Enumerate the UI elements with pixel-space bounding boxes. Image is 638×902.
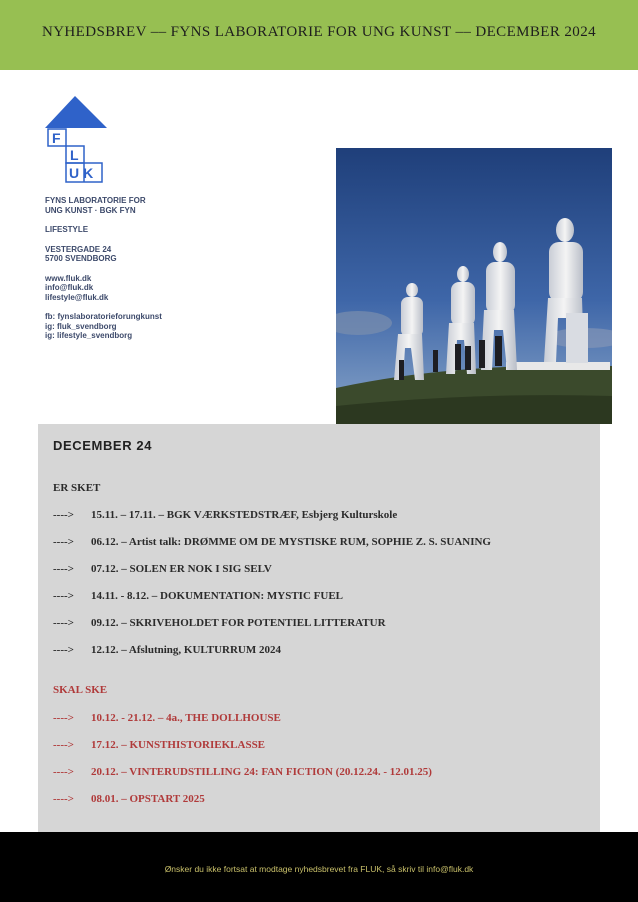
upcoming-event-item xyxy=(53,712,281,724)
panel-title: DECEMBER 24 xyxy=(53,438,153,453)
lifestyle-label-block xyxy=(45,225,315,235)
website-link[interactable]: www.fluk.dk xyxy=(45,273,92,283)
web-email-block xyxy=(45,274,315,303)
fluk-logo xyxy=(45,96,109,186)
event-text: 10.12. - 21.12. – 4a., THE DOLLHOUSE xyxy=(91,712,281,724)
events-panel xyxy=(38,424,600,832)
event-item xyxy=(53,644,281,656)
arrow-marker: ----> xyxy=(53,766,74,778)
newsletter-title: NYHEDSBREV –– FYNS LABORATORIE FOR UNG KUNST –– DECEMBER 2024 xyxy=(41,24,597,40)
arrow-marker: ----> xyxy=(53,644,74,656)
event-text: 07.12. – SOLEN ER NOK I SIG SELV xyxy=(91,563,272,575)
org-name-line2: UNG KUNST · BGK FYN xyxy=(45,205,136,215)
arrow-marker: ----> xyxy=(53,793,74,805)
arrow-marker: ----> xyxy=(53,509,74,521)
logo-letter-f: F xyxy=(52,130,61,146)
arrow-marker: ----> xyxy=(53,739,74,751)
logo-letters-uk: UK xyxy=(69,165,98,181)
upcoming-event-item xyxy=(53,793,205,805)
event-item xyxy=(53,509,397,521)
arrow-marker: ----> xyxy=(53,712,74,724)
unsubscribe-notice[interactable]: Ønsker du ikke fortsat at modtage nyhedsbrevet fra FLUK, så skriv til info@fluk.dk xyxy=(164,864,474,874)
address-street: VESTERGADE 24 xyxy=(45,244,112,254)
arrow-marker: ----> xyxy=(53,617,74,629)
upcoming-event-item xyxy=(53,739,265,751)
arrow-marker: ----> xyxy=(53,590,74,602)
instagram-handle-fluk[interactable]: ig: fluk_svendborg xyxy=(45,321,117,331)
upcoming-event-item xyxy=(53,766,432,778)
sculpture-photo xyxy=(336,148,612,424)
org-name-line1: FYNS LABORATORIE FOR xyxy=(45,196,146,205)
arrow-marker: ----> xyxy=(53,536,74,548)
event-text: 15.11. – 17.11. – BGK VÆRKSTEDSTRÆF, Esbjerg Kulturskole xyxy=(91,509,398,521)
arrow-marker: ----> xyxy=(53,563,74,575)
social-block xyxy=(45,312,315,341)
event-item xyxy=(53,590,343,602)
header-bar xyxy=(0,0,638,70)
event-text: 17.12. – KUNSTHISTORIEKLASSE xyxy=(91,739,266,751)
footer-bar xyxy=(0,832,638,902)
event-item xyxy=(53,536,491,548)
event-text: 20.12. – VINTERUDSTILLING 24: FAN FICTION (20.12.24. - 12.01.25) xyxy=(91,766,432,778)
address-block xyxy=(45,245,315,264)
event-item xyxy=(53,617,386,629)
instagram-handle-lifestyle[interactable]: ig: lifestyle_svendborg xyxy=(45,331,133,340)
event-item xyxy=(53,563,272,575)
event-text: 14.11. - 8.12. – DOKUMENTATION: MYSTIC FUEL xyxy=(91,590,343,602)
lifestyle-label: LIFESTYLE xyxy=(45,225,89,234)
event-text: 06.12. – Artist talk: DRØMME OM DE MYSTISKE RUM, SOPHIE Z. S. SUANING xyxy=(91,536,491,548)
logo-letter-l: L xyxy=(70,147,79,163)
event-text: 09.12. – SKRIVEHOLDET FOR POTENTIEL LITTERATUR xyxy=(91,617,386,629)
event-text: 12.12. – Afslutning, KULTURRUM 2024 xyxy=(91,644,281,656)
email-lifestyle-link[interactable]: lifestyle@fluk.dk xyxy=(45,292,109,302)
event-text: 08.01. – OPSTART 2025 xyxy=(91,793,205,805)
section-heading-upcoming: SKAL SKE xyxy=(53,684,108,696)
section-heading-done: ER SKET xyxy=(53,482,101,494)
contact-block xyxy=(45,196,315,351)
facebook-handle[interactable]: fb: fynslaboratorieforungkunst xyxy=(45,312,162,321)
email-info-link[interactable]: info@fluk.dk xyxy=(45,283,94,292)
org-name xyxy=(45,196,315,215)
logo-roof-triangle xyxy=(45,96,107,128)
address-city: 5700 SVENDBORG xyxy=(45,254,117,263)
